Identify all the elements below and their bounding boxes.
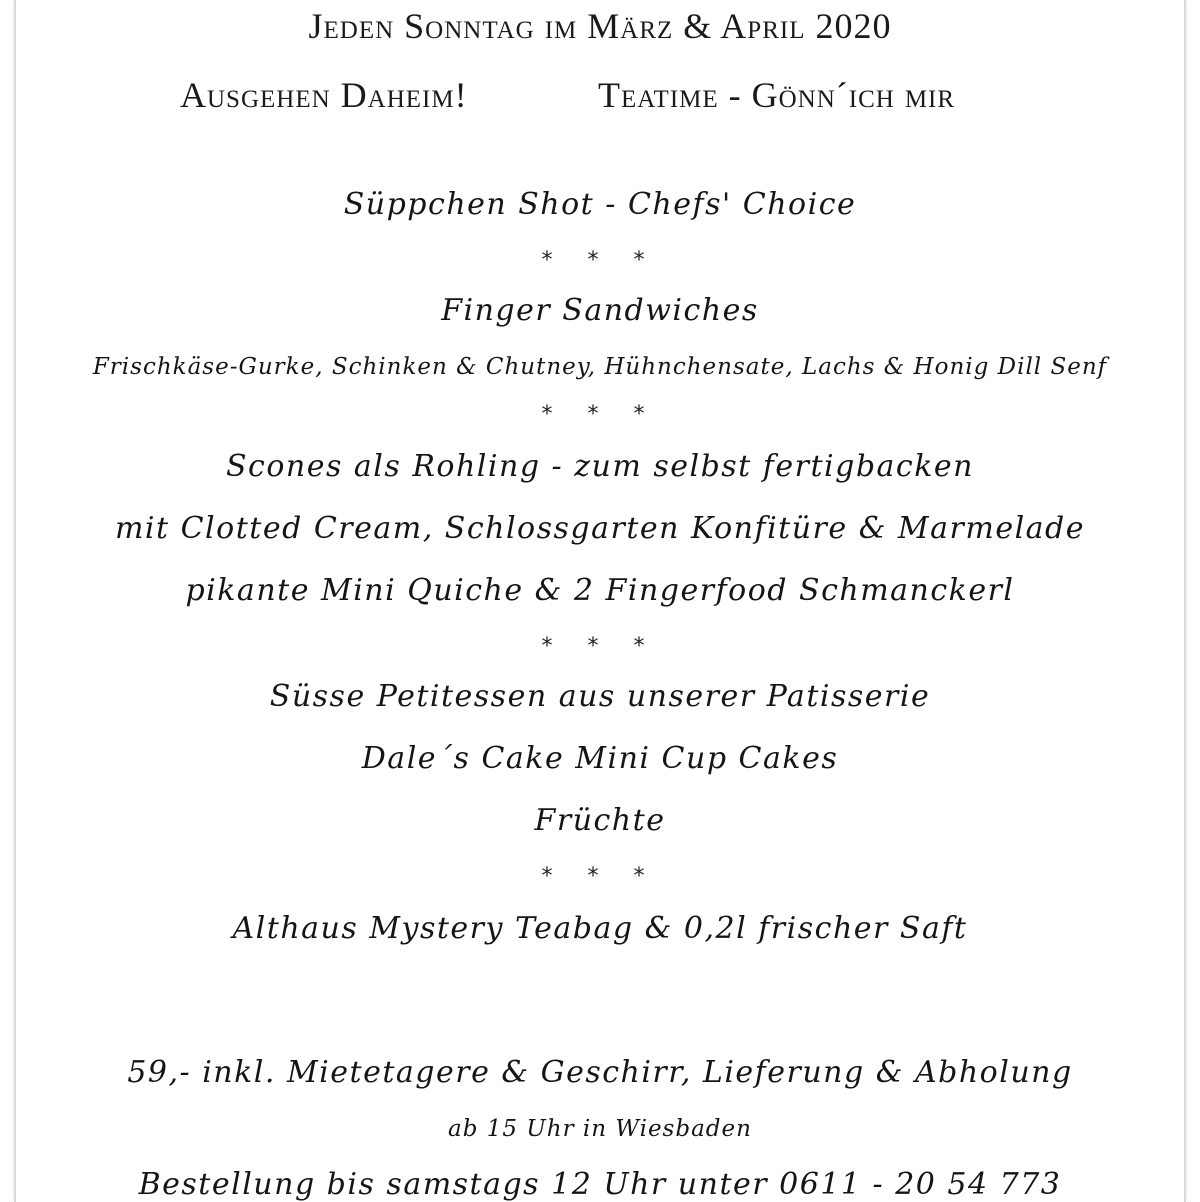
- menu-course-sandwiches: Finger Sandwiches: [441, 293, 759, 328]
- subtitle-row: [0, 74, 1200, 114]
- menu-quiche: pikante Mini Quiche & 2 Fingerfood Schmanckerl: [185, 573, 1015, 608]
- menu-fruits: Früchte: [534, 803, 666, 838]
- menu-separator: * * *: [541, 634, 659, 659]
- menu-scones-detail: mit Clotted Cream, Schlossgarten Konfitüre & Marmelade: [114, 511, 1086, 546]
- menu-separator: * * *: [541, 402, 659, 427]
- menu-separator: * * *: [541, 248, 659, 273]
- menu-separator: * * *: [541, 864, 659, 889]
- subtitle-right: Teatime - Gönn´ich mir: [598, 75, 956, 115]
- menu-sandwiches-detail: Frischkäse-Gurke, Schinken & Chutney, Hühnchensate, Lachs & Honig Dill Senf: [92, 354, 1108, 380]
- menu-course-soup: Süppchen Shot - Chefs' Choice: [343, 187, 857, 222]
- page-title: Jeden Sonntag im März & April 2020: [308, 6, 892, 46]
- footer-price: 59,- inkl. Mietetagere & Geschirr, Lieferung & Abholung: [127, 1055, 1073, 1090]
- menu-course-petitessen: Süsse Petitessen aus unserer Patisserie: [269, 679, 931, 714]
- menu-drinks: Althaus Mystery Teabag & 0,2l frischer Saft: [232, 911, 968, 946]
- footer-time: ab 15 Uhr in Wiesbaden: [448, 1116, 752, 1142]
- subtitle-left: Ausgehen Daheim!: [180, 75, 468, 115]
- menu-course-scones: Scones als Rohling - zum selbst fertigbacken: [226, 449, 974, 484]
- footer-order: Bestellung bis samstags 12 Uhr unter 0611 - 20 54 773: [138, 1167, 1062, 1202]
- menu-cupcakes: Dale´s Cake Mini Cup Cakes: [361, 741, 839, 776]
